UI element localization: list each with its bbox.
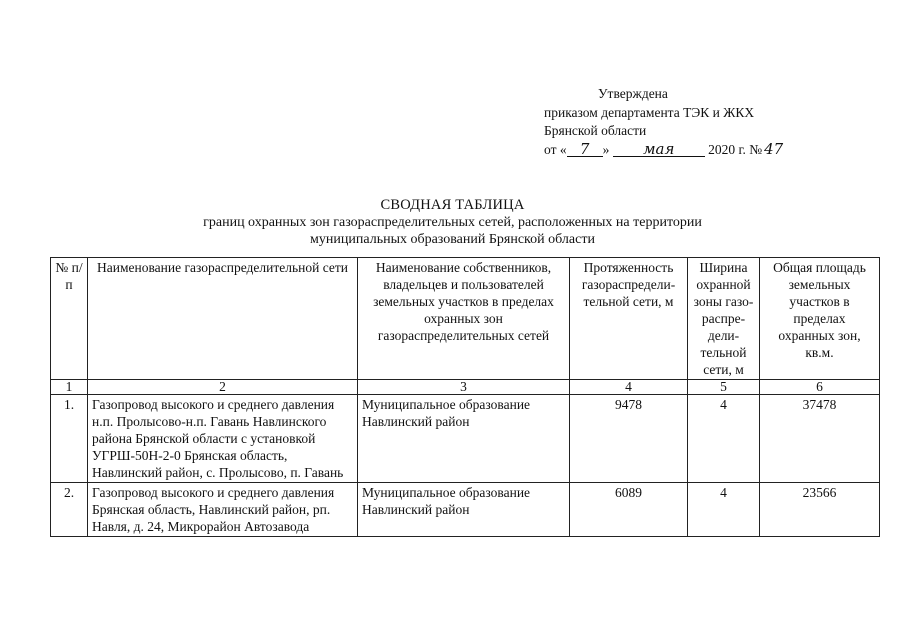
- header-total-area: Общая площадь земельных участков в пределах охранных зон, кв.м.: [760, 258, 880, 380]
- network-name-cell: Газопровод высокого и среднего давления Брянская область, Навлинский район, рп. Навля, д. 24, Микрорайон Автозавода: [88, 483, 358, 537]
- approval-title: Утверждена: [598, 86, 668, 101]
- date-year-number-label: 2020 г. №: [708, 141, 763, 157]
- table-row: [51, 483, 880, 537]
- table-header-row: [51, 258, 880, 380]
- header-length: Протяженность газораспредели-тельной сети, м: [570, 258, 688, 380]
- header-owners: Наименование собственников, владельцев и пользователей земельных участков в пределах охранных зон газораспределительных сетей: [358, 258, 570, 380]
- header-network-name: Наименование газораспределительной сети: [88, 258, 358, 380]
- owner-cell: Муниципальное образование Навлинский район: [358, 395, 570, 483]
- document-subtitle-line-1: границ охранных зон газораспределительных сетей, расположенных на территории: [203, 215, 702, 230]
- length-cell: 6089: [570, 483, 688, 537]
- handwritten-day: 7: [567, 142, 603, 157]
- column-number: 1: [51, 380, 88, 395]
- column-number: 3: [358, 380, 570, 395]
- zone-width-cell: 4: [688, 395, 760, 483]
- approval-block: [544, 85, 844, 159]
- total-area-cell: 37478: [760, 395, 880, 483]
- summary-table: [50, 257, 880, 537]
- column-number: 4: [570, 380, 688, 395]
- document-subtitle-line-2: муниципальных образований Брянской области: [310, 232, 595, 247]
- column-number-row: [51, 380, 880, 395]
- approval-date-line: [544, 141, 844, 160]
- approval-order-line: приказом департамента ТЭК и ЖКХ: [544, 104, 755, 120]
- date-quote-close: »: [602, 141, 610, 157]
- network-name-cell: Газопровод высокого и среднего давления н.п. Пролысово-н.п. Гавань Навлинского района Брянской области с установкой УГРШ-50Н-2-0 Брянская область, Навлинский район, с. Пролысово, п. Гавань: [88, 395, 358, 483]
- handwritten-order-number: 47: [764, 139, 784, 158]
- header-zone-width: Ширина охранной зоны газо-распре-дели-тельной сети, м: [688, 258, 760, 380]
- column-number: 2: [88, 380, 358, 395]
- table-row: [51, 395, 880, 483]
- document-title: СВОДНАЯ ТАБЛИЦА: [380, 197, 525, 213]
- header-number: № п/п: [51, 258, 88, 380]
- total-area-cell: 23566: [760, 483, 880, 537]
- length-cell: 9478: [570, 395, 688, 483]
- row-number: 1.: [51, 395, 88, 483]
- handwritten-month: мая: [613, 142, 705, 157]
- owner-cell: Муниципальное образование Навлинский район: [358, 483, 570, 537]
- approval-region-line: Брянской области: [544, 123, 647, 138]
- date-prefix: от «: [544, 141, 567, 157]
- row-number: 2.: [51, 483, 88, 537]
- column-number: 6: [760, 380, 880, 395]
- zone-width-cell: 4: [688, 483, 760, 537]
- column-number: 5: [688, 380, 760, 395]
